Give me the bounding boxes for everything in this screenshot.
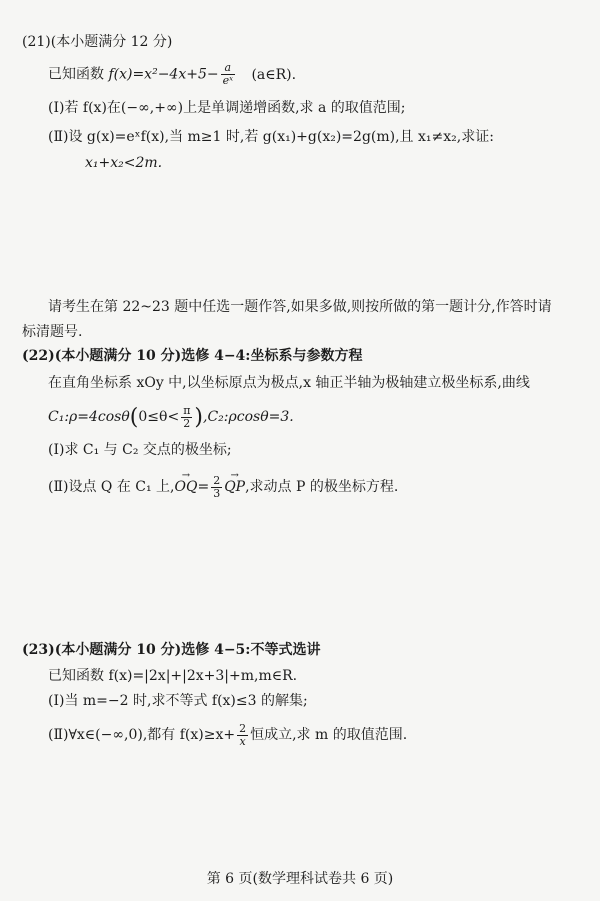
q22-c1-range-left: 0≤θ< <box>138 409 180 425</box>
q22-vec-oq: → OQ <box>175 472 198 502</box>
q22-curves: C₁:ρ=4cosθ(0≤θ< $\frac{\pi}{2}$ ),C₂:ρcosθ=3. <box>48 403 294 430</box>
q21-part2-cont: x₁+x₂<2m. <box>85 155 163 171</box>
q22-vec-qp: → QP <box>224 472 245 502</box>
q23-frac-den: x <box>239 734 246 748</box>
q22-header: (22)(本小题满分 10 分)选修 4−4:坐标系与参数方程 <box>22 348 363 364</box>
q22-part2-suffix: ,求动点 P 的极坐标方程. <box>245 479 399 495</box>
q22-c1-prefix: C₁:ρ=4cosθ <box>48 409 130 425</box>
q22-part2 <box>48 472 398 502</box>
q21-given-fx: f(x)=x²−4x+5− <box>108 66 219 83</box>
q21-given-cond: (a∈R). <box>251 66 297 83</box>
q21-given-prefix: 已知函数 <box>48 66 104 83</box>
choice-note-line1: 请考生在第 22~23 题中任选一题作答,如果多做,则按所做的第一题计分,作答时请 <box>48 299 552 315</box>
q22-c2: ,C₂:ρcosθ=3. <box>203 409 294 425</box>
q22-line1: 在直角坐标系 xOy 中,以坐标原点为极点,x 轴正半轴为极轴建立极坐标系,曲线 <box>48 375 530 391</box>
choice-note-line2: 标清题号. <box>22 324 83 340</box>
q21-frac-den: eˣ <box>222 74 234 87</box>
q21-header: (21)(本小题满分 12 分) <box>22 34 173 50</box>
q21-given <box>48 62 296 87</box>
q22-part2-prefix: (Ⅱ)设点 Q 在 C₁ 上, <box>48 479 175 495</box>
q22-eq: = <box>197 479 210 495</box>
q23-fraction <box>237 723 248 748</box>
q23-part2 <box>48 720 407 750</box>
q23-frac-num: 2 <box>239 721 247 735</box>
q22-frac-den: 3 <box>213 486 221 500</box>
q22-c1-pi: π <box>183 403 191 417</box>
q23-part2-suffix: 恒成立,求 m 的取值范围. <box>250 727 408 743</box>
q23-part1: (Ⅰ)当 m=−2 时,求不等式 f(x)≤3 的解集; <box>48 693 308 709</box>
q23-part2-prefix: (Ⅱ)∀x∈(−∞,0),都有 f(x)≥x+ <box>48 727 236 743</box>
q23-given: 已知函数 f(x)=|2x|+|2x+3|+m,m∈R. <box>48 668 298 684</box>
q22-fraction <box>211 475 222 500</box>
q22-frac-num: 2 <box>213 473 221 487</box>
q21-frac-num: a <box>221 62 235 75</box>
q22-c1-two: 2 <box>183 416 191 430</box>
page-footer: 第 6 页(数学理科试卷共 6 页) <box>206 871 394 887</box>
q21-part1: (Ⅰ)若 f(x)在(−∞,+∞)上是单调递增函数,求 a 的取值范围; <box>48 100 406 116</box>
q22-part1: (Ⅰ)求 C₁ 与 C₂ 交点的极坐标; <box>48 442 232 458</box>
q21-given-fraction <box>221 62 235 87</box>
q21-part2: (Ⅱ)设 g(x)=eˣf(x),当 m≥1 时,若 g(x₁)+g(x₂)=2g(m),且 x₁≠x₂,求证: <box>48 129 494 145</box>
q23-header: (23)(本小题满分 10 分)选修 4−5:不等式选讲 <box>22 642 321 658</box>
q22-c1-fraction <box>181 405 192 430</box>
